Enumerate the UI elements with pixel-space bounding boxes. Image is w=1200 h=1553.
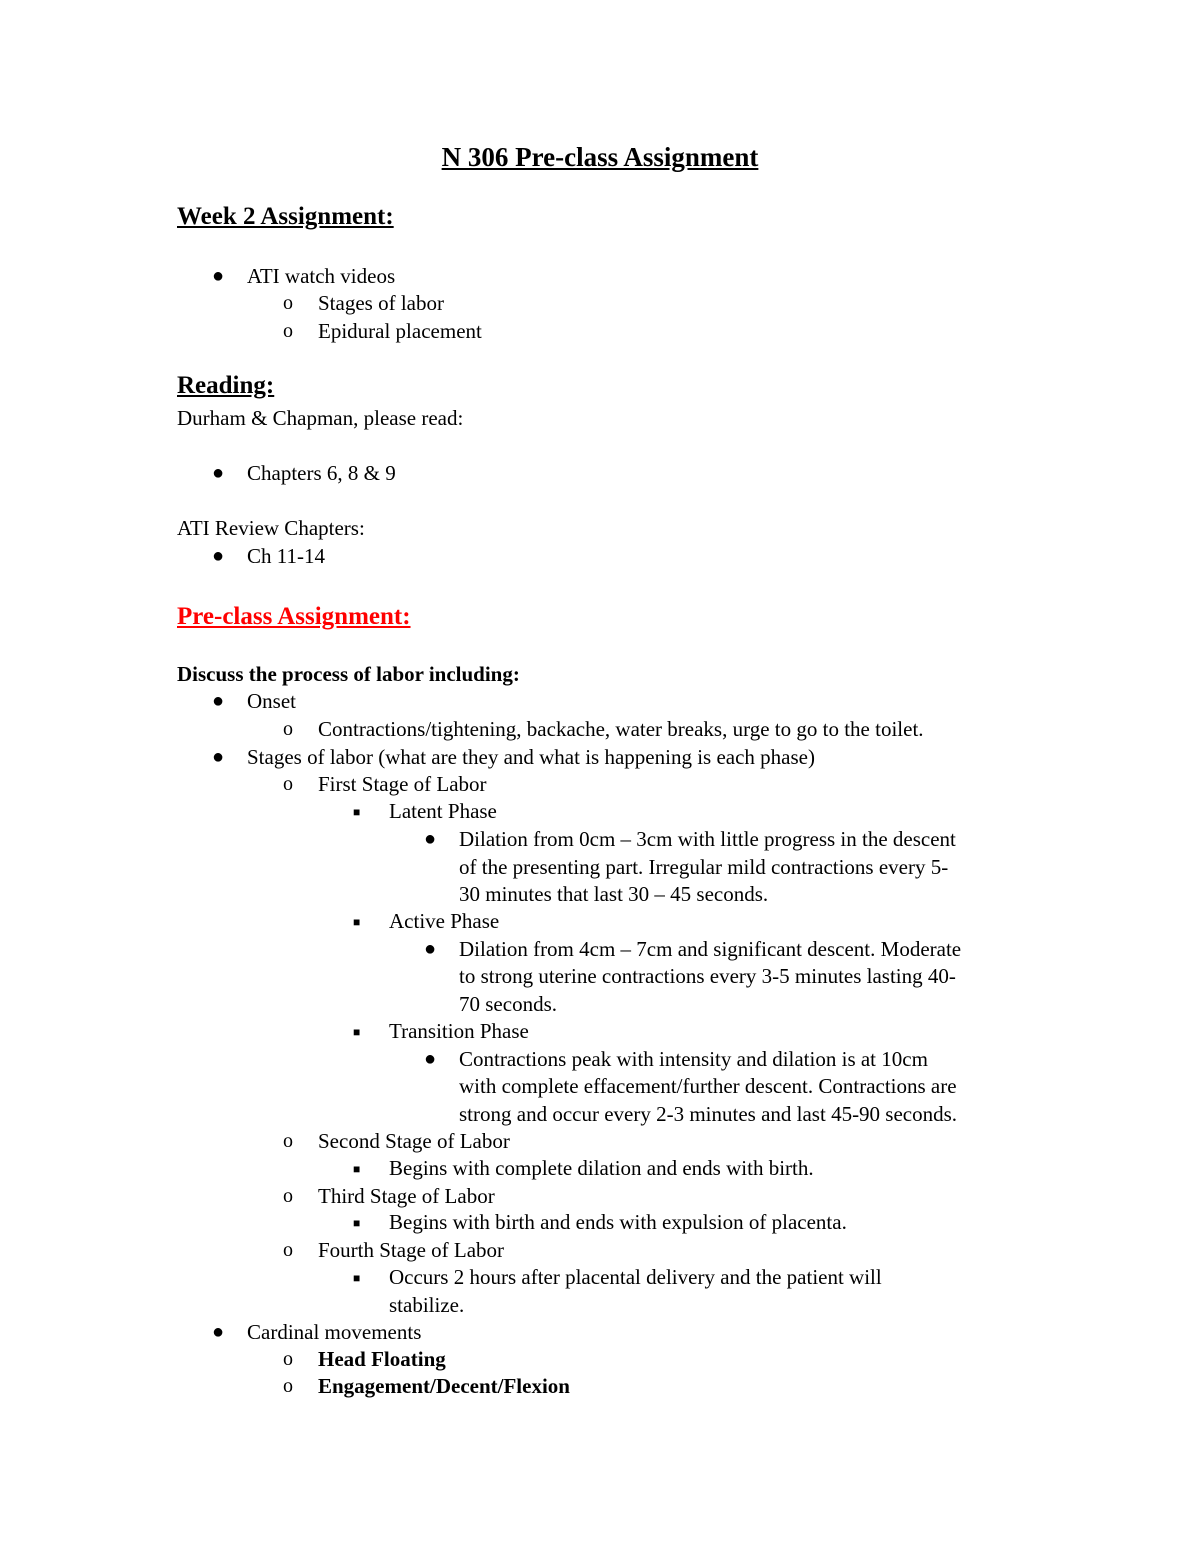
latent-phase-line: of the presenting part. Irregular mild contractions every 5- [459,855,949,879]
bullet-marker: ● [212,462,225,484]
week-subitem: Epidural placement [318,319,482,343]
latent-phase-label: Latent Phase [389,799,497,823]
transition-phase-label: Transition Phase [389,1019,529,1043]
cardinal-item: Head Floating [318,1347,446,1371]
reading-intro: Durham & Chapman, please read: [177,406,464,430]
preclass-heading: Pre-class Assignment: [177,603,411,630]
square-marker: ■ [353,915,361,929]
bullet-marker: ● [212,265,225,287]
transition-phase-line: with complete effacement/further descent. Contractions are [459,1074,957,1098]
active-phase-line: 70 seconds. [459,992,557,1016]
fourth-stage-label: Fourth Stage of Labor [318,1238,505,1262]
square-marker: ■ [353,1271,361,1285]
square-marker: ■ [353,805,361,819]
cardinal-label: Cardinal movements [247,1320,422,1344]
onset-label: Onset [247,689,296,713]
third-stage-label: Third Stage of Labor [318,1184,495,1208]
week-item: ATI watch videos [247,264,396,288]
bullet-marker: ● [212,1321,225,1343]
circle-marker: o [283,320,293,342]
circle-marker: o [283,718,293,740]
circle-marker: o [283,1375,293,1397]
week-heading: Week 2 Assignment: [177,203,394,230]
reading-heading: Reading: [177,372,275,399]
ati-review-label: ATI Review Chapters: [177,516,365,540]
ati-review-chapters: Ch 11-14 [247,544,325,568]
cardinal-item: Engagement/Decent/Flexion [318,1374,570,1398]
bullet-marker: ● [424,1048,437,1070]
circle-marker: o [283,1185,293,1207]
fourth-stage-line: Occurs 2 hours after placental delivery and the patient will [389,1265,882,1289]
latent-phase-line: 30 minutes that last 30 – 45 seconds. [459,882,769,906]
square-marker: ■ [353,1216,361,1230]
latent-phase-line: Dilation from 0cm – 3cm with little progress in the descent [459,827,956,851]
bullet-marker: ● [212,746,225,768]
second-stage-label: Second Stage of Labor [318,1129,510,1153]
square-marker: ■ [353,1162,361,1176]
bullet-marker: ● [424,828,437,850]
stages-label: Stages of labor (what are they and what is happening is each phase) [247,745,815,769]
week-subitem: Stages of labor [318,291,444,315]
circle-marker: o [283,292,293,314]
bullet-marker: ● [212,545,225,567]
fourth-stage-line: stabilize. [389,1293,465,1317]
circle-marker: o [283,1130,293,1152]
circle-marker: o [283,1348,293,1370]
second-stage-detail: Begins with complete dilation and ends with birth. [389,1156,814,1180]
transition-phase-line: strong and occur every 2-3 minutes and last 45-90 seconds. [459,1102,958,1126]
transition-phase-line: Contractions peak with intensity and dilation is at 10cm [459,1047,928,1071]
reading-chapters: Chapters 6, 8 & 9 [247,461,396,485]
page-title: N 306 Pre-class Assignment [441,142,759,172]
square-marker: ■ [353,1025,361,1039]
circle-marker: o [283,1239,293,1261]
active-phase-label: Active Phase [389,909,500,933]
bullet-marker: ● [212,690,225,712]
onset-detail: Contractions/tightening, backache, water breaks, urge to go to the toilet. [318,717,924,741]
bullet-marker: ● [424,938,437,960]
circle-marker: o [283,773,293,795]
first-stage-label: First Stage of Labor [318,772,487,796]
active-phase-line: to strong uterine contractions every 3-5 minutes lasting 40- [459,964,956,988]
preclass-prompt: Discuss the process of labor including: [177,662,520,686]
third-stage-detail: Begins with birth and ends with expulsion of placenta. [389,1210,847,1234]
active-phase-line: Dilation from 4cm – 7cm and significant descent. Moderate [459,937,962,961]
